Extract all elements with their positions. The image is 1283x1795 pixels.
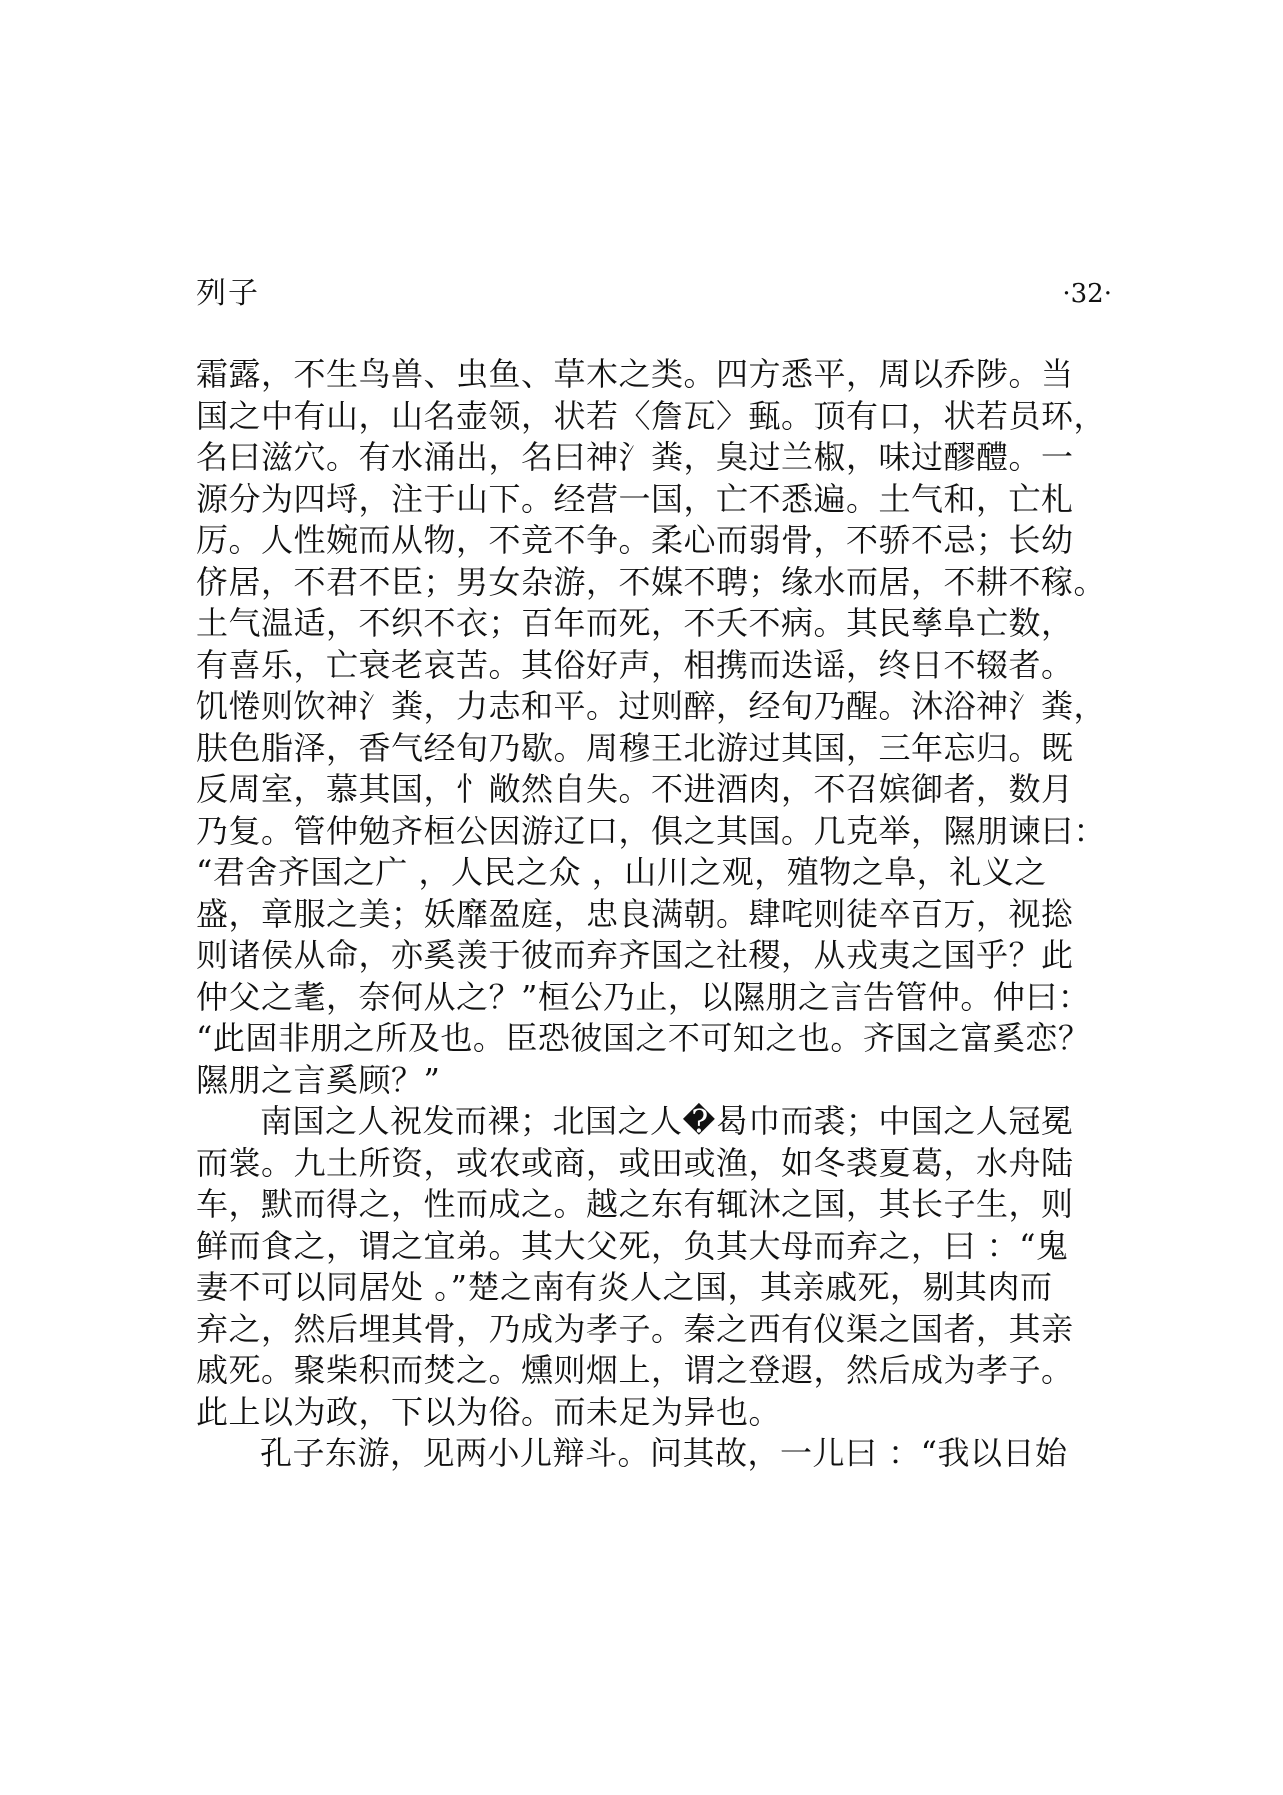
text-line: 而裳。九土所资，或农或商，或田或渔，如冬裘夏葛，水舟陆 — [196, 1143, 1074, 1182]
book-title: 列子 — [196, 276, 260, 311]
text-line: 肤色脂泽，香气经旬乃歇。周穆王北游过其国，三年忘归。既 — [196, 728, 1074, 767]
text-line: “此固非朋之所及也。臣恐彼国之不可知之也。齐国之富奚恋？ — [196, 1019, 1091, 1057]
text-line: 侪居，不君不臣；男女杂游，不媒不聘；缘水而居，不耕不稼。 — [196, 562, 1107, 601]
text-line: 妻不可以同居处 。”楚之南有炎人之国，其亲戚死，剔其肉而 — [196, 1268, 1053, 1306]
body-text — [196, 354, 1116, 1475]
paragraph-start-line: 南国之人祝发而裸；北国之人�曷巾而裘；中国之人冠冕 — [260, 1102, 1074, 1140]
text-line: 土气温适，不织不衣；百年而死，不夭不病。其民孳阜亡数， — [196, 604, 1074, 642]
text-line: 厉。人性婉而从物，不竞不争。柔心而弱骨，不骄不忌；长幼 — [196, 521, 1074, 559]
text-line: 则诸侯从命，亦奚羡于彼而弃齐国之社稷，从戎夷之国乎？此 — [196, 936, 1074, 974]
text-line: 鲜而食之，谓之宜弟。其大父死，负其大母而弃之，曰 ：“鬼 — [196, 1226, 1069, 1265]
text-line: 戚死。聚柴积而焚之。燻则烟上，谓之登遐，然后成为孝子。 — [196, 1351, 1074, 1389]
text-line: 此上以为政，下以为俗。而未足为异也。 — [196, 1392, 782, 1431]
text-line: 盛，章服之美；妖靡盈庭，忠良满朝。肆咤则徒卒百万，视捴 — [196, 894, 1074, 933]
text-line: 源分为四埒，注于山下。经营一国，亡不悉遍。土气和，亡札 — [196, 479, 1074, 518]
text-line: 国之中有山，山名壶领，状若〈詹瓦〉甀。顶有口，状若员环， — [196, 396, 1107, 435]
page-number: ·32· — [1062, 279, 1112, 309]
text-line: 有喜乐，亡衰老哀苦。其俗好声，相携而迭谣，终日不辍者。 — [196, 645, 1074, 684]
text-line: 隰朋之言奚顾？” — [196, 1060, 441, 1099]
text-line: “君舍齐国之广 ，人民之众 ，山川之观，殖物之阜，礼义之 — [196, 853, 1047, 891]
text-line: 反周室，慕其国，忄敞然自失。不进酒肉，不召嫔御者，数月 — [196, 770, 1074, 808]
page-header — [196, 272, 1112, 316]
paragraph-start-line: 孔子东游，见两小儿辩斗。问其故，一儿曰 ：“我以日始 — [260, 1434, 1068, 1472]
text-line: 饥惓则饮神氵粪，力志和平。过则醉，经旬乃醒。沐浴神氵粪， — [196, 687, 1107, 725]
text-line: 仲父之耄，奈何从之？”桓公乃止，以隰朋之言告管仲。仲曰： — [196, 977, 1091, 1016]
text-line: 车，默而得之，性而成之。越之东有辄沐之国，其长子生，则 — [196, 1185, 1074, 1223]
text-line: 乃复。管仲勉齐桓公因游辽口，俱之其国。几克举，隰朋谏曰： — [196, 811, 1107, 850]
text-line: 名曰滋穴。有水涌出，名曰神氵粪，臭过兰椒，味过醪醴。一 — [196, 438, 1074, 476]
text-line: 弃之，然后埋其骨，乃成为孝子。秦之西有仪渠之国者，其亲 — [196, 1309, 1074, 1348]
text-line: 霜露，不生鸟兽、虫鱼、草木之类。四方悉平，周以乔陟。当 — [196, 355, 1074, 393]
